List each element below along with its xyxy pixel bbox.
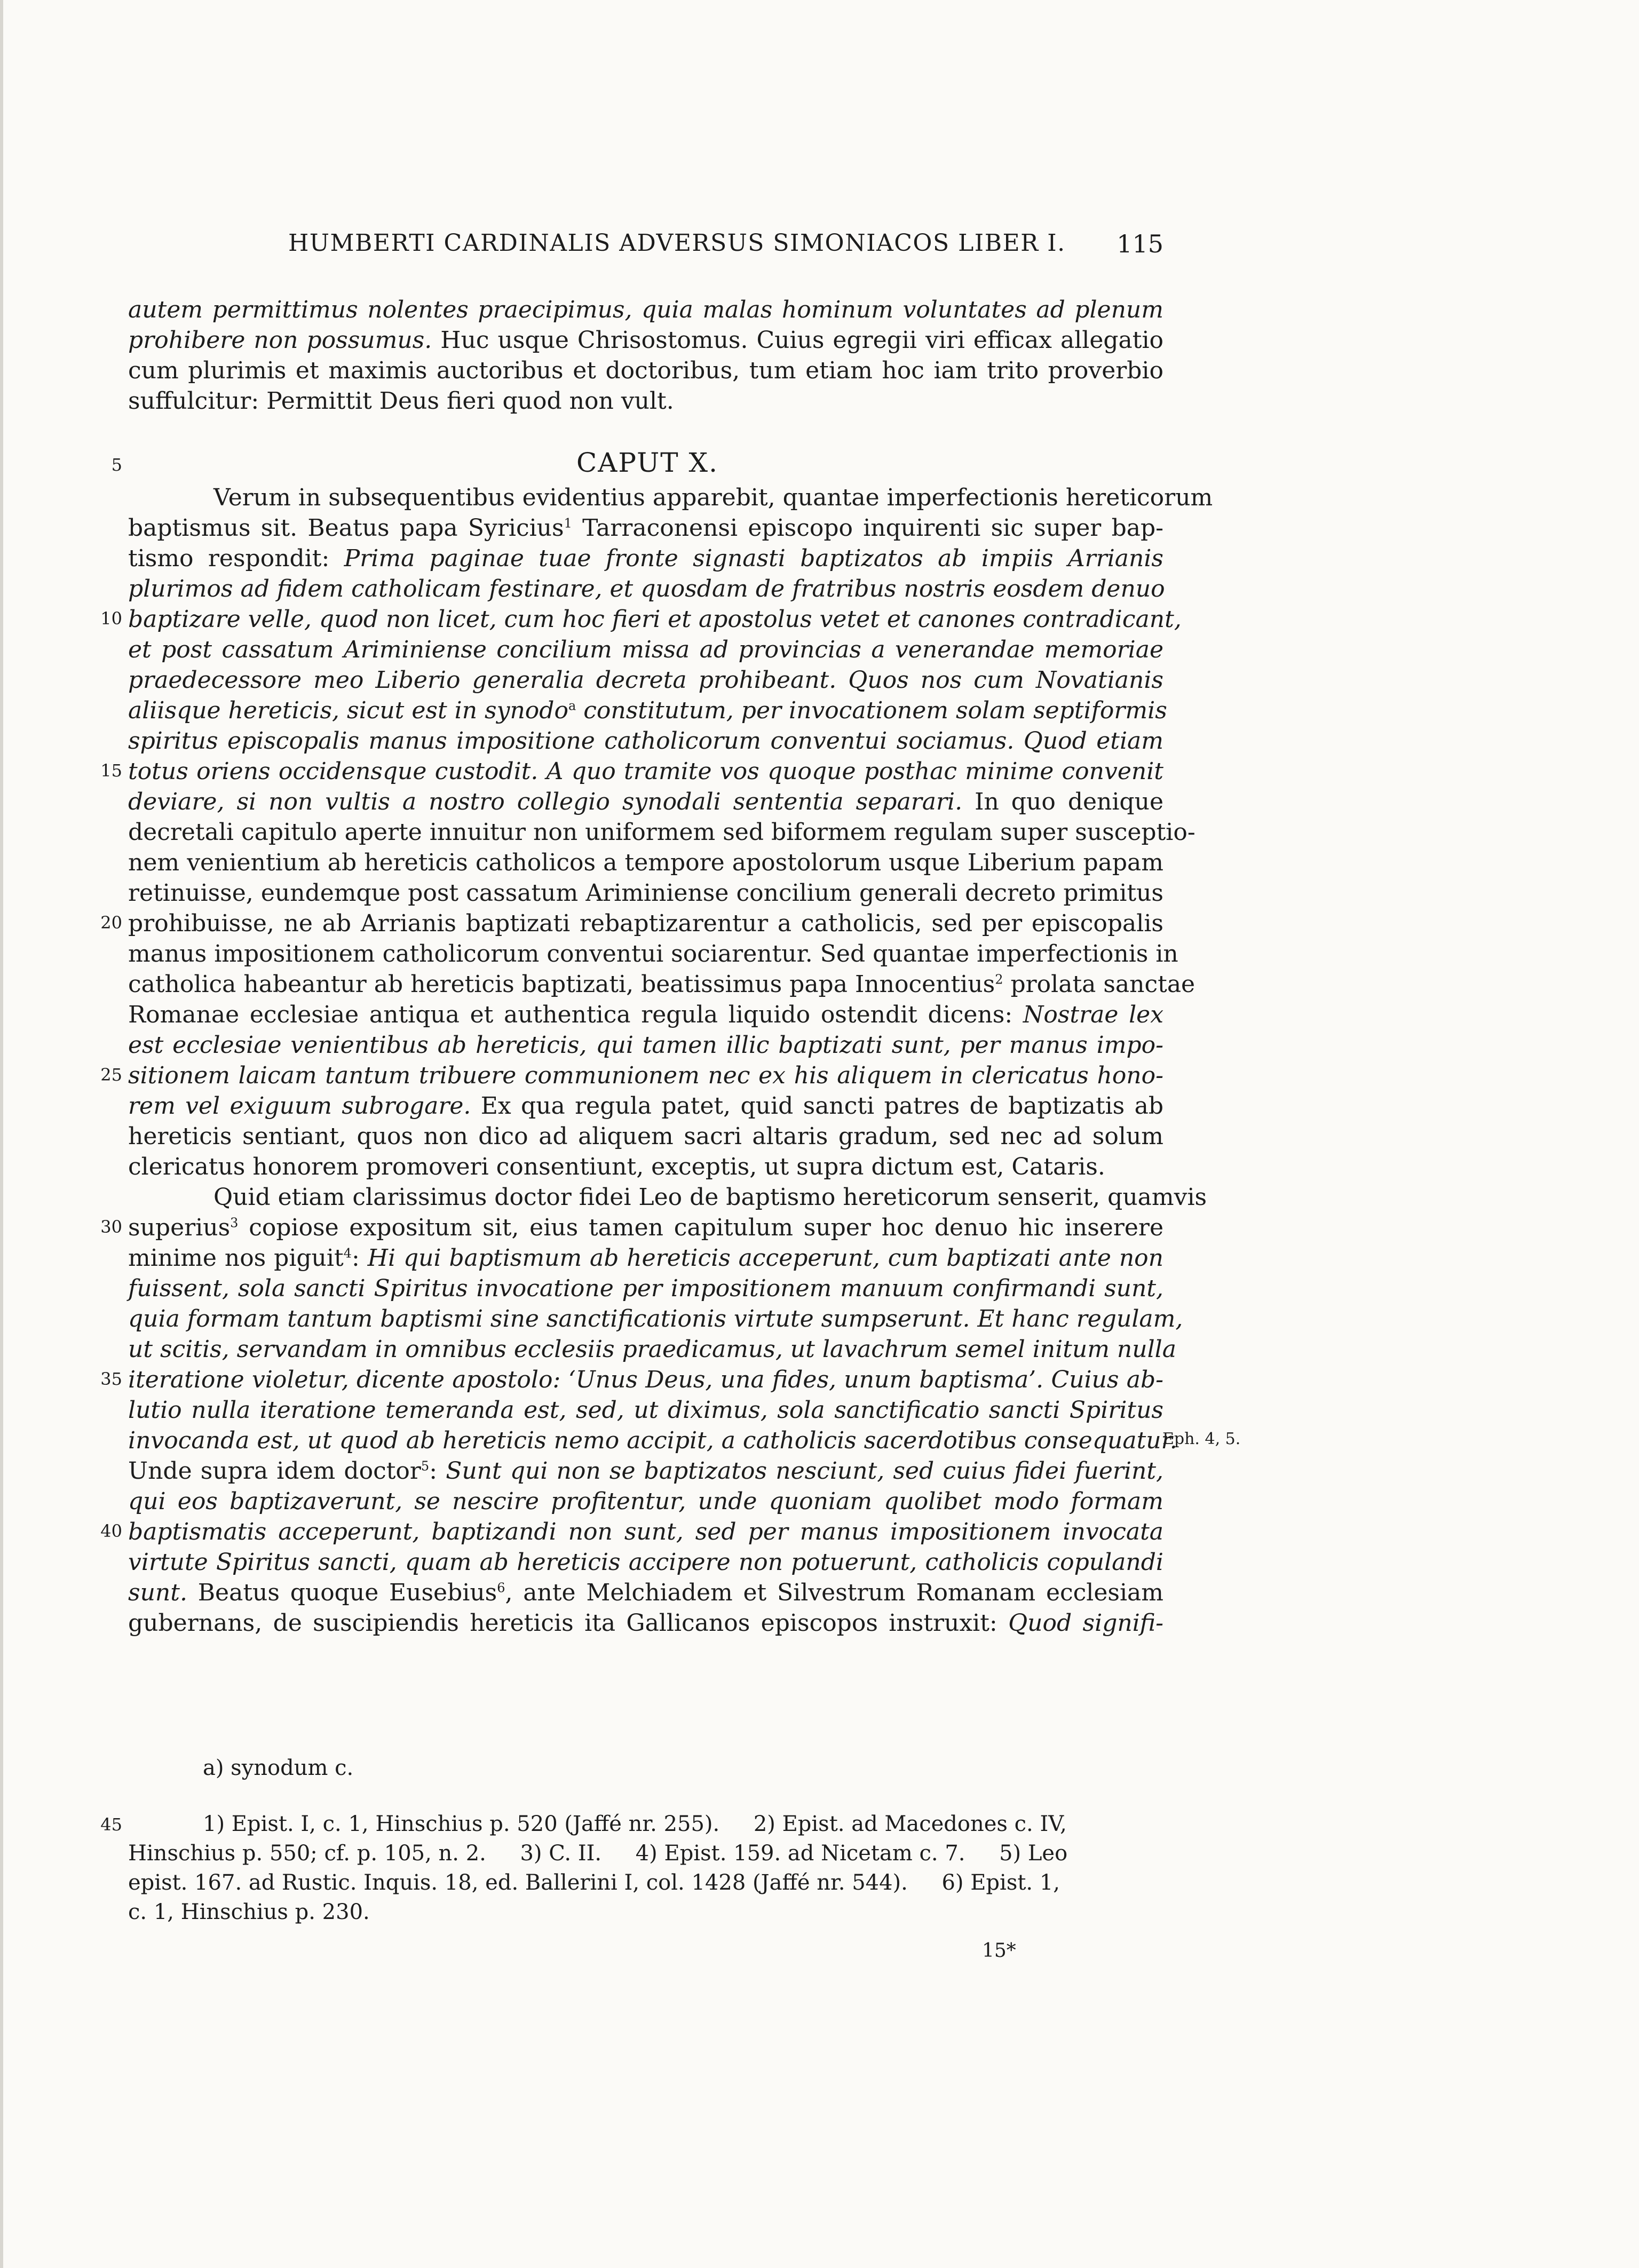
text-line: lutio nulla iteratione temeranda est, sed, ut diximus, sola sanctificatio sancti Spiritus — [128, 1397, 1163, 1424]
text-line: quia formam tantum baptismi sine sanctificationis virtute sumpserunt. Et hanc regulam, — [128, 1305, 1183, 1333]
printer-signature: 15* — [982, 1940, 1016, 1962]
text-line: prohibere non possumus. Huc usque Chrisostomus. Cuius egregii viri efficax allegatio — [128, 327, 1164, 354]
text-line: aliisque hereticis, sicut est in synodo$^a$ constitutum, per invocationem solam septiformis — [128, 697, 1167, 724]
footnote-line: 1) Epist. I, c. 1, Hinschius p. 520 (Jaffé nr. 255). 2) Epist. ad Macedones c. IV, — [203, 1812, 1067, 1836]
page-number: 115 — [1117, 229, 1163, 258]
text-line: baptizare velle, quod non licet, cum hoc fieri et apostolus vetet et canones contradicant, — [128, 606, 1182, 633]
line-number: 20 — [100, 913, 122, 933]
text-line: decretali capitulo aperte innuitur non uniformem sed biformem regulam super susceptio- — [128, 819, 1195, 846]
text-line: praedecessore meo Liberio generalia decreta prohibeant. Quos nos cum Novatianis — [128, 667, 1163, 694]
text-line: autem permittimus nolentes praecipimus, quia malas hominum voluntates ad plenum — [128, 296, 1163, 323]
text-line: deviare, si non vultis a nostro collegio synodali sententia separari. In quo denique — [128, 788, 1163, 815]
margin-reference: Eph. 4, 5. — [1162, 1430, 1241, 1448]
line-number: 35 — [100, 1369, 122, 1389]
text-line: tismo respondit: Prima paginae tuae fronte signasti baptizatos ab impiis Arrianis — [128, 545, 1163, 572]
text-line: hereticis sentiant, quos non dico ad aliquem sacri altaris gradum, sed nec ad solum — [128, 1123, 1163, 1150]
text-line: retinuisse, eundemque post cassatum Ariminiense concilium generali decreto primitus — [128, 879, 1163, 907]
page-header — [288, 229, 1163, 267]
footnote-ref: 4 — [343, 1246, 352, 1261]
text-line: superius$^3$ copiose expositum sit, eius tamen capitulum super hoc denuo hic inserere — [128, 1214, 1163, 1241]
text-line: spiritus episcopalis manus impositione catholicorum conventui sociamus. Quod etiam — [128, 727, 1163, 755]
text-line: Unde supra idem doctor$^5$: Sunt qui non se baptizatos nesciunt, sed cuius fidei fuerint, — [128, 1457, 1164, 1485]
footnote-line: c. 1, Hinschius p. 230. — [128, 1900, 370, 1924]
text-line: rem vel exiguum subrogare. Ex qua regula patet, quid sancti patres de baptizatis ab — [128, 1092, 1163, 1120]
text-line: plurimos ad fidem catholicam festinare, et quosdam de fratribus nostris eosdem denuo — [128, 575, 1165, 602]
footnote-ref: 3 — [230, 1215, 239, 1231]
text-line: Romanae ecclesiae antiqua et authentica regula liquido ostendit dicens: Nostrae lex — [128, 1001, 1164, 1028]
line-number: 15 — [100, 760, 122, 781]
text-line: est ecclesiae venientibus ab hereticis, qui tamen illic baptizati sunt, per manus impo- — [128, 1032, 1163, 1059]
text-line: sunt. Beatus quoque Eusebius$^6$, ante Melchiadem et Silvestrum Romanam ecclesiam — [128, 1579, 1164, 1606]
footnote-ref: 1 — [564, 516, 572, 531]
running-title: HUMBERTI CARDINALIS ADVERSUS SIMONIACOS LIBER I. — [288, 229, 1066, 257]
critical-apparatus: a) synodum c. — [203, 1756, 354, 1780]
text-line: invocanda est, ut quod ab hereticis nemo accipit, a catholicis sacerdotibus consequatur. — [128, 1427, 1177, 1454]
text-line: baptismatis acceperunt, baptizandi non sunt, sed per manus impositionem invocata — [128, 1518, 1163, 1545]
footnote-ref: 2 — [995, 972, 1003, 987]
footnote-ref: 5 — [421, 1458, 430, 1474]
text-line: iteratione violetur, dicente apostolo: ‘Unus Deus, una fides, unum baptisma’. Cuius ab- — [128, 1366, 1163, 1393]
text-line: catholica habeantur ab hereticis baptizati, beatissimus papa Innocentius$^2$ prolata sanctae — [128, 971, 1195, 998]
text-line: Verum in subsequentibus evidentius apparebit, quantae imperfectionis hereticorum — [213, 484, 1213, 511]
text-line: baptismus sit. Beatus papa Syricius$^1$ Tarraconensi episcopo inquirenti sic super bap- — [128, 514, 1164, 542]
text-line: Quid etiam clarissimus doctor fidei Leo de baptismo hereticorum senserit, quamvis — [213, 1184, 1207, 1211]
line-number: 40 — [100, 1521, 122, 1541]
text-line: gubernans, de suscipiendis hereticis ita Gallicanos episcopos instruxit: Quod signifi- — [128, 1609, 1163, 1637]
text-line: cum plurimis et maximis auctoribus et doctoribus, tum etiam hoc iam trito proverbio — [128, 357, 1163, 384]
footnote-line: epist. 167. ad Rustic. Inquis. 18, ed. Ballerini I, col. 1428 (Jaffé nr. 544). 6) Epist. 1, — [128, 1870, 1060, 1895]
text-line: minime nos piguit$^4$: Hi qui baptismum ab hereticis acceperunt, cum baptizati ante non — [128, 1244, 1164, 1272]
text-line: manus impositionem catholicorum conventui sociarentur. Sed quantae imperfectionis in — [128, 940, 1178, 968]
footnote-line: Hinschius p. 550; cf. p. 105, n. 2. 3) C. II. 4) Epist. 159. ad Nicetam c. 7. 5) Leo — [128, 1841, 1068, 1866]
apparatus-ref: a — [568, 698, 576, 713]
text-line: et post cassatum Ariminiense concilium missa ad provincias a venerandae memoriae — [128, 636, 1163, 663]
text-line: totus oriens occidensque custodit. A quo tramite vos quoque posthac minime convenit — [128, 758, 1163, 785]
text-line: virtute Spiritus sancti, quam ab hereticis accipere non potuerunt, catholicis copulandi — [128, 1549, 1163, 1576]
line-number: 10 — [100, 608, 122, 629]
line-number: 30 — [100, 1217, 122, 1237]
text-line: prohibuisse, ne ab Arrianis baptizati rebaptizarentur a catholicis, sed per episcopalis — [128, 910, 1163, 937]
line-number: 5 — [111, 455, 122, 475]
text-line: clericatus honorem promoveri consentiunt, exceptis, ut supra dictum est, Cataris. — [128, 1153, 1105, 1180]
text-line: fuissent, sola sancti Spiritus invocatione per impositionem manuum confirmandi sunt, — [128, 1275, 1163, 1302]
text-line: sitionem laicam tantum tribuere communionem nec ex his aliquem in clericatus hono- — [128, 1062, 1163, 1089]
line-number: 45 — [100, 1814, 122, 1835]
line-number: 25 — [100, 1065, 122, 1085]
page-edge — [0, 0, 3, 2268]
text-line: suffulcitur: Permittit Deus fieri quod non vult. — [128, 387, 674, 415]
chapter-heading: CAPUT X. — [576, 447, 718, 478]
text-line: ut scitis, servandam in omnibus ecclesiis praedicamus, ut lavachrum semel initum nulla — [128, 1336, 1176, 1363]
text-line: nem venientium ab hereticis catholicos a tempore apostolorum usque Liberium papam — [128, 849, 1163, 876]
footnote-ref: 6 — [497, 1580, 505, 1596]
text-line: qui eos baptizaverunt, se nescire profitentur, unde quoniam quolibet modo formam — [128, 1488, 1163, 1515]
